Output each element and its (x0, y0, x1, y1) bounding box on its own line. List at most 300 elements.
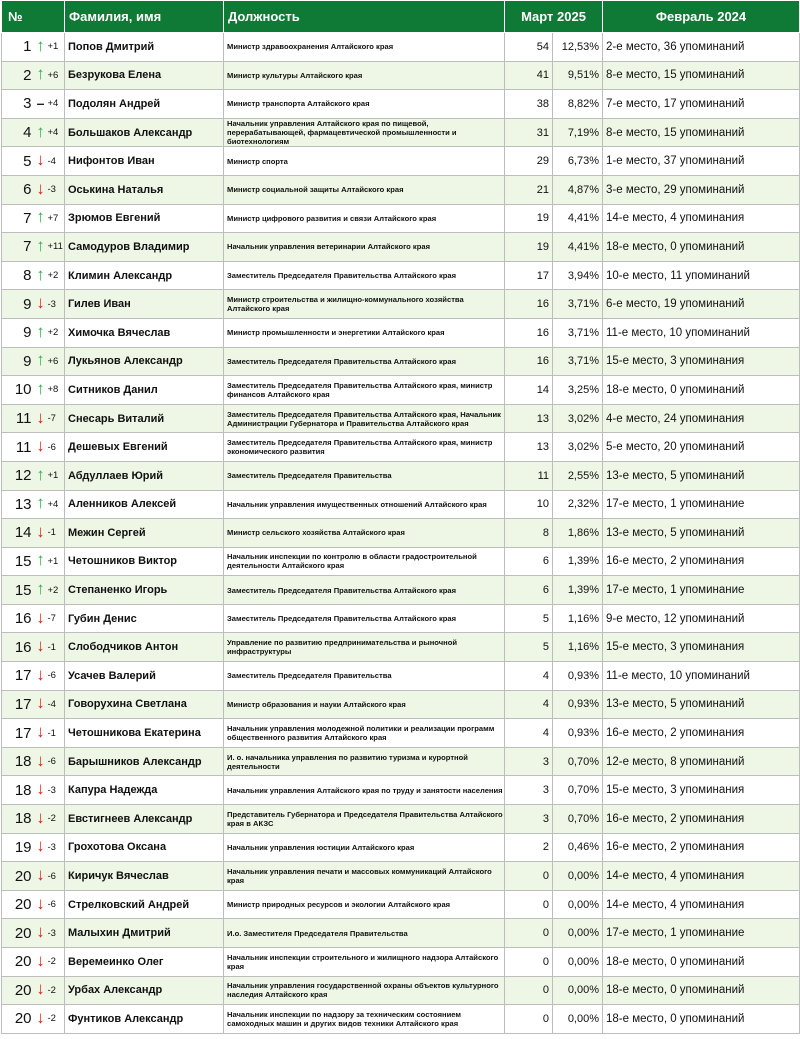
table-row (2, 490, 800, 519)
february-cell: 8-е место, 15 упоминаний (603, 118, 800, 147)
position-cell: Министр промышленности и энергетики Алтайского края (224, 318, 505, 347)
trend-cell (34, 118, 48, 147)
rank-cell: 7 (2, 204, 34, 233)
arrow-up-icon: ↑ (36, 64, 45, 84)
rank-cell: 10 (2, 376, 34, 405)
name-cell: Большаков Александр (65, 118, 224, 147)
arrow-down-icon: ↓ (36, 979, 45, 999)
header-name: Фамилия, имя (65, 1, 224, 33)
february-cell: 8-е место, 15 упоминаний (603, 61, 800, 90)
february-cell: 16-е место, 2 упоминания (603, 547, 800, 576)
position-cell: Министр транспорта Алтайского края (224, 90, 505, 119)
rank-cell: 17 (2, 719, 34, 748)
arrow-up-icon: ↑ (36, 464, 45, 484)
position-cell: Начальник управления печати и массовых коммуникаций Алтайского края (224, 862, 505, 891)
february-cell: 14-е место, 4 упоминания (603, 890, 800, 919)
february-cell: 16-е место, 2 упоминания (603, 805, 800, 834)
delta-cell: +1 (48, 547, 65, 576)
position-cell: Начальник управления имущественных отношений Алтайского края (224, 490, 505, 519)
rank-cell: 17 (2, 662, 34, 691)
percent-cell: 3,71% (553, 347, 603, 376)
delta-cell: -3 (48, 175, 65, 204)
february-cell: 18-е место, 0 упоминаний (603, 948, 800, 977)
table-row (2, 290, 800, 319)
delta-cell: -3 (48, 833, 65, 862)
position-cell: Заместитель Председателя Правительства Алтайского края (224, 576, 505, 605)
delta-cell: -3 (48, 919, 65, 948)
percent-cell: 0,70% (553, 776, 603, 805)
trend-cell (34, 890, 48, 919)
table-row (2, 404, 800, 433)
delta-cell: -3 (48, 290, 65, 319)
delta-cell: -2 (48, 1005, 65, 1034)
count-cell: 14 (505, 376, 553, 405)
percent-cell: 1,16% (553, 604, 603, 633)
arrow-down-icon: ↓ (36, 636, 45, 656)
rank-cell: 3 (2, 90, 34, 119)
name-cell: Урбах Александр (65, 976, 224, 1005)
percent-cell: 0,00% (553, 862, 603, 891)
trend-cell (34, 318, 48, 347)
name-cell: Усачев Валерий (65, 662, 224, 691)
table-row (2, 61, 800, 90)
count-cell: 0 (505, 919, 553, 948)
position-cell: Начальник управления молодежной политики и реализации программ общественного развития Алтайского края (224, 719, 505, 748)
header-no: № (2, 1, 65, 33)
rank-cell: 11 (2, 404, 34, 433)
count-cell: 17 (505, 261, 553, 290)
table-row (2, 547, 800, 576)
name-cell: Слободчиков Антон (65, 633, 224, 662)
rank-cell: 13 (2, 490, 34, 519)
rank-cell: 18 (2, 776, 34, 805)
name-cell: Зрюмов Евгений (65, 204, 224, 233)
ranking-table (1, 0, 800, 1034)
table-row (2, 976, 800, 1005)
arrow-up-icon: ↑ (36, 35, 45, 55)
percent-cell: 1,86% (553, 519, 603, 548)
name-cell: Барышников Александр (65, 747, 224, 776)
arrow-up-icon: ↑ (36, 207, 45, 227)
name-cell: Попов Дмитрий (65, 33, 224, 62)
rank-cell: 1 (2, 33, 34, 62)
delta-cell: +1 (48, 461, 65, 490)
name-cell: Химочка Вячеслав (65, 318, 224, 347)
name-cell: Самодуров Владимир (65, 233, 224, 262)
count-cell: 41 (505, 61, 553, 90)
delta-cell: -1 (48, 719, 65, 748)
position-cell: Министр сельского хозяйства Алтайского края (224, 519, 505, 548)
name-cell: Снесарь Виталий (65, 404, 224, 433)
february-cell: 3-е место, 29 упоминаний (603, 175, 800, 204)
table-row (2, 433, 800, 462)
name-cell: Абдуллаев Юрий (65, 461, 224, 490)
delta-cell: -6 (48, 862, 65, 891)
count-cell: 5 (505, 633, 553, 662)
arrow-up-icon: ↑ (36, 579, 45, 599)
position-cell: Заместитель Председателя Правительства Алтайского края (224, 347, 505, 376)
rank-cell: 20 (2, 890, 34, 919)
february-cell: 18-е место, 0 упоминаний (603, 976, 800, 1005)
arrow-down-icon: ↓ (36, 950, 45, 970)
position-cell: Заместитель Председателя Правительства Алтайского края, министр финансов Алтайского края (224, 376, 505, 405)
name-cell: Четошников Виктор (65, 547, 224, 576)
count-cell: 2 (505, 833, 553, 862)
position-cell: Начальник инспекции строительного и жилищного надзора Алтайского края (224, 948, 505, 977)
rank-cell: 7 (2, 233, 34, 262)
trend-cell (34, 290, 48, 319)
arrow-down-icon: ↓ (36, 607, 45, 627)
count-cell: 19 (505, 204, 553, 233)
trend-cell (34, 719, 48, 748)
count-cell: 0 (505, 976, 553, 1005)
trend-cell (34, 404, 48, 433)
rank-cell: 9 (2, 290, 34, 319)
name-cell: Подолян Андрей (65, 90, 224, 119)
rank-cell: 8 (2, 261, 34, 290)
percent-cell: 2,55% (553, 461, 603, 490)
dash-icon: – (36, 94, 45, 111)
rank-cell: 16 (2, 633, 34, 662)
trend-cell (34, 61, 48, 90)
february-cell: 15-е место, 3 упоминания (603, 776, 800, 805)
arrow-down-icon: ↓ (36, 178, 45, 198)
rank-cell: 15 (2, 576, 34, 605)
table-row (2, 776, 800, 805)
position-cell: Начальник управления юстиции Алтайского края (224, 833, 505, 862)
trend-cell (34, 519, 48, 548)
name-cell: Безрукова Елена (65, 61, 224, 90)
february-cell: 11-е место, 10 упоминаний (603, 318, 800, 347)
delta-cell: +6 (48, 61, 65, 90)
rank-cell: 4 (2, 118, 34, 147)
percent-cell: 3,02% (553, 433, 603, 462)
percent-cell: 0,93% (553, 662, 603, 691)
count-cell: 19 (505, 233, 553, 262)
delta-cell: +2 (48, 318, 65, 347)
name-cell: Говорухина Светлана (65, 690, 224, 719)
name-cell: Фунтиков Александр (65, 1005, 224, 1034)
table-row (2, 175, 800, 204)
count-cell: 54 (505, 33, 553, 62)
table-row (2, 519, 800, 548)
trend-cell (34, 747, 48, 776)
arrow-down-icon: ↓ (36, 722, 45, 742)
count-cell: 3 (505, 805, 553, 834)
name-cell: Климин Александр (65, 261, 224, 290)
february-cell: 18-е место, 0 упоминаний (603, 1005, 800, 1034)
position-cell: Начальник управления Алтайского края по труду и занятости населения (224, 776, 505, 805)
delta-cell: -3 (48, 776, 65, 805)
percent-cell: 0,00% (553, 919, 603, 948)
trend-cell (34, 919, 48, 948)
arrow-down-icon: ↓ (36, 693, 45, 713)
february-cell: 16-е место, 2 упоминания (603, 719, 800, 748)
delta-cell: +2 (48, 576, 65, 605)
arrow-down-icon: ↓ (36, 1007, 45, 1027)
trend-cell (34, 833, 48, 862)
delta-cell: -4 (48, 147, 65, 176)
trend-cell (34, 204, 48, 233)
rank-cell: 9 (2, 347, 34, 376)
position-cell: Министр строительства и жилищно-коммунального хозяйства Алтайского края (224, 290, 505, 319)
delta-cell: -6 (48, 662, 65, 691)
february-cell: 18-е место, 0 упоминаний (603, 233, 800, 262)
february-cell: 7-е место, 17 упоминаний (603, 90, 800, 119)
percent-cell: 0,93% (553, 719, 603, 748)
count-cell: 10 (505, 490, 553, 519)
table-row (2, 690, 800, 719)
position-cell: И.о. Заместителя Председателя Правительства (224, 919, 505, 948)
delta-cell: -1 (48, 519, 65, 548)
arrow-down-icon: ↓ (36, 750, 45, 770)
position-cell: Начальник управления ветеринарии Алтайского края (224, 233, 505, 262)
name-cell: Веремеинко Олег (65, 948, 224, 977)
position-cell: Начальник инспекции по контролю в области градостроительной деятельности Алтайского края (224, 547, 505, 576)
february-cell: 6-е место, 19 упоминаний (603, 290, 800, 319)
rank-cell: 6 (2, 175, 34, 204)
delta-cell: +7 (48, 204, 65, 233)
table-row (2, 376, 800, 405)
rank-cell: 9 (2, 318, 34, 347)
arrow-up-icon: ↑ (36, 378, 45, 398)
count-cell: 5 (505, 604, 553, 633)
percent-cell: 1,16% (553, 633, 603, 662)
count-cell: 0 (505, 1005, 553, 1034)
trend-cell (34, 376, 48, 405)
count-cell: 16 (505, 347, 553, 376)
name-cell: Межин Сергей (65, 519, 224, 548)
delta-cell: -6 (48, 433, 65, 462)
table-row (2, 1005, 800, 1034)
delta-cell: -7 (48, 404, 65, 433)
percent-cell: 0,46% (553, 833, 603, 862)
header-position: Должность (224, 1, 505, 33)
delta-cell: -6 (48, 890, 65, 919)
table-row (2, 347, 800, 376)
rank-cell: 18 (2, 747, 34, 776)
trend-cell (34, 576, 48, 605)
position-cell: Начальник управления Алтайского края по пищевой, перерабатывающей, фармацевтической промышленности и биотехнологиям (224, 118, 505, 147)
name-cell: Дешевых Евгений (65, 433, 224, 462)
position-cell: Заместитель Председателя Правительства (224, 662, 505, 691)
table-row (2, 90, 800, 119)
table-row (2, 633, 800, 662)
position-cell: Заместитель Председателя Правительства (224, 461, 505, 490)
position-cell: Министр цифрового развития и связи Алтайского края (224, 204, 505, 233)
table-row (2, 118, 800, 147)
position-cell: Заместитель Председателя Правительства Алтайского края, министр экономического развития (224, 433, 505, 462)
delta-cell: -2 (48, 976, 65, 1005)
february-cell: 5-е место, 20 упоминаний (603, 433, 800, 462)
name-cell: Малыхин Дмитрий (65, 919, 224, 948)
arrow-down-icon: ↓ (36, 836, 45, 856)
name-cell: Четошникова Екатерина (65, 719, 224, 748)
trend-cell (34, 490, 48, 519)
trend-cell (34, 461, 48, 490)
percent-cell: 4,41% (553, 204, 603, 233)
position-cell: Начальник инспекции по надзору за техническим состоянием самоходных машин и других видов техники Алтайского края (224, 1005, 505, 1034)
count-cell: 29 (505, 147, 553, 176)
rank-cell: 11 (2, 433, 34, 462)
position-cell: Министр спорта (224, 147, 505, 176)
table-row (2, 862, 800, 891)
count-cell: 11 (505, 461, 553, 490)
trend-cell (34, 33, 48, 62)
name-cell: Губин Денис (65, 604, 224, 633)
position-cell: Министр образования и науки Алтайского края (224, 690, 505, 719)
delta-cell: +4 (48, 90, 65, 119)
position-cell: Министр социальной защиты Алтайского края (224, 175, 505, 204)
percent-cell: 0,00% (553, 1005, 603, 1034)
february-cell: 12-е место, 8 упоминаний (603, 747, 800, 776)
arrow-down-icon: ↓ (36, 150, 45, 170)
name-cell: Киричук Вячеслав (65, 862, 224, 891)
count-cell: 16 (505, 290, 553, 319)
delta-cell: +1 (48, 33, 65, 62)
trend-cell (34, 862, 48, 891)
percent-cell: 3,94% (553, 261, 603, 290)
trend-cell (34, 90, 48, 119)
count-cell: 0 (505, 948, 553, 977)
name-cell: Евстигнеев Александр (65, 805, 224, 834)
february-cell: 1-е место, 37 упоминаний (603, 147, 800, 176)
arrow-up-icon: ↑ (36, 235, 45, 255)
percent-cell: 0,00% (553, 890, 603, 919)
percent-cell: 0,70% (553, 747, 603, 776)
arrow-down-icon: ↓ (36, 922, 45, 942)
delta-cell: -2 (48, 805, 65, 834)
february-cell: 16-е место, 2 упоминания (603, 833, 800, 862)
rank-cell: 20 (2, 1005, 34, 1034)
february-cell: 14-е место, 4 упоминания (603, 204, 800, 233)
trend-cell (34, 633, 48, 662)
percent-cell: 0,00% (553, 948, 603, 977)
name-cell: Степаненко Игорь (65, 576, 224, 605)
count-cell: 38 (505, 90, 553, 119)
percent-cell: 2,32% (553, 490, 603, 519)
trend-cell (34, 805, 48, 834)
name-cell: Нифонтов Иван (65, 147, 224, 176)
table-row (2, 805, 800, 834)
count-cell: 8 (505, 519, 553, 548)
delta-cell: +4 (48, 118, 65, 147)
arrow-down-icon: ↓ (36, 436, 45, 456)
percent-cell: 4,41% (553, 233, 603, 262)
table-row (2, 33, 800, 62)
arrow-down-icon: ↓ (36, 865, 45, 885)
february-cell: 11-е место, 10 упоминаний (603, 662, 800, 691)
arrow-up-icon: ↑ (36, 321, 45, 341)
arrow-down-icon: ↓ (36, 664, 45, 684)
header-march: Март 2025 (505, 1, 603, 33)
delta-cell: +4 (48, 490, 65, 519)
trend-cell (34, 604, 48, 633)
percent-cell: 7,19% (553, 118, 603, 147)
rank-cell: 2 (2, 61, 34, 90)
count-cell: 4 (505, 662, 553, 691)
name-cell: Ситников Данил (65, 376, 224, 405)
position-cell: Заместитель Председателя Правительства Алтайского края, Начальник Администрации Губернатора и Правительства Алтайского края (224, 404, 505, 433)
rank-cell: 17 (2, 690, 34, 719)
percent-cell: 3,25% (553, 376, 603, 405)
header-february: Февраль 2024 (603, 1, 800, 33)
name-cell: Грохотова Оксана (65, 833, 224, 862)
delta-cell: -7 (48, 604, 65, 633)
trend-cell (34, 175, 48, 204)
percent-cell: 0,93% (553, 690, 603, 719)
arrow-down-icon: ↓ (36, 521, 45, 541)
rank-cell: 20 (2, 919, 34, 948)
trend-cell (34, 147, 48, 176)
table-row (2, 576, 800, 605)
trend-cell (34, 776, 48, 805)
trend-cell (34, 948, 48, 977)
february-cell: 2-е место, 36 упоминаний (603, 33, 800, 62)
percent-cell: 1,39% (553, 547, 603, 576)
position-cell: Управление по развитию предпринимательства и рыночной инфраструктуры (224, 633, 505, 662)
percent-cell: 12,53% (553, 33, 603, 62)
february-cell: 9-е место, 12 упоминаний (603, 604, 800, 633)
delta-cell: -6 (48, 747, 65, 776)
table-row (2, 461, 800, 490)
count-cell: 4 (505, 690, 553, 719)
february-cell: 17-е место, 1 упоминание (603, 576, 800, 605)
position-cell: Министр природных ресурсов и экологии Алтайского края (224, 890, 505, 919)
delta-cell: +8 (48, 376, 65, 405)
rank-cell: 14 (2, 519, 34, 548)
february-cell: 13-е место, 5 упоминаний (603, 519, 800, 548)
trend-cell (34, 1005, 48, 1034)
table-row (2, 948, 800, 977)
delta-cell: -1 (48, 633, 65, 662)
rank-cell: 19 (2, 833, 34, 862)
percent-cell: 9,51% (553, 61, 603, 90)
position-cell: Начальник управления государственной охраны объектов культурного наследия Алтайского края (224, 976, 505, 1005)
header-row (2, 1, 800, 33)
february-cell: 17-е место, 1 упоминание (603, 919, 800, 948)
position-cell: Министр здравоохранения Алтайского края (224, 33, 505, 62)
table-body (2, 33, 800, 1034)
february-cell: 15-е место, 3 упоминания (603, 347, 800, 376)
table-row (2, 147, 800, 176)
delta-cell: -2 (48, 948, 65, 977)
rank-cell: 20 (2, 976, 34, 1005)
percent-cell: 6,73% (553, 147, 603, 176)
percent-cell: 1,39% (553, 576, 603, 605)
count-cell: 6 (505, 576, 553, 605)
name-cell: Оськина Наталья (65, 175, 224, 204)
percent-cell: 3,71% (553, 318, 603, 347)
february-cell: 4-е место, 24 упоминания (603, 404, 800, 433)
february-cell: 18-е место, 0 упоминаний (603, 376, 800, 405)
arrow-down-icon: ↓ (36, 807, 45, 827)
table-row (2, 890, 800, 919)
rank-cell: 18 (2, 805, 34, 834)
arrow-up-icon: ↑ (36, 493, 45, 513)
count-cell: 31 (505, 118, 553, 147)
count-cell: 3 (505, 776, 553, 805)
trend-cell (34, 233, 48, 262)
rank-cell: 16 (2, 604, 34, 633)
percent-cell: 8,82% (553, 90, 603, 119)
trend-cell (34, 662, 48, 691)
arrow-up-icon: ↑ (36, 121, 45, 141)
count-cell: 0 (505, 862, 553, 891)
name-cell: Аленников Алексей (65, 490, 224, 519)
position-cell: Заместитель Председателя Правительства Алтайского края (224, 261, 505, 290)
count-cell: 13 (505, 404, 553, 433)
